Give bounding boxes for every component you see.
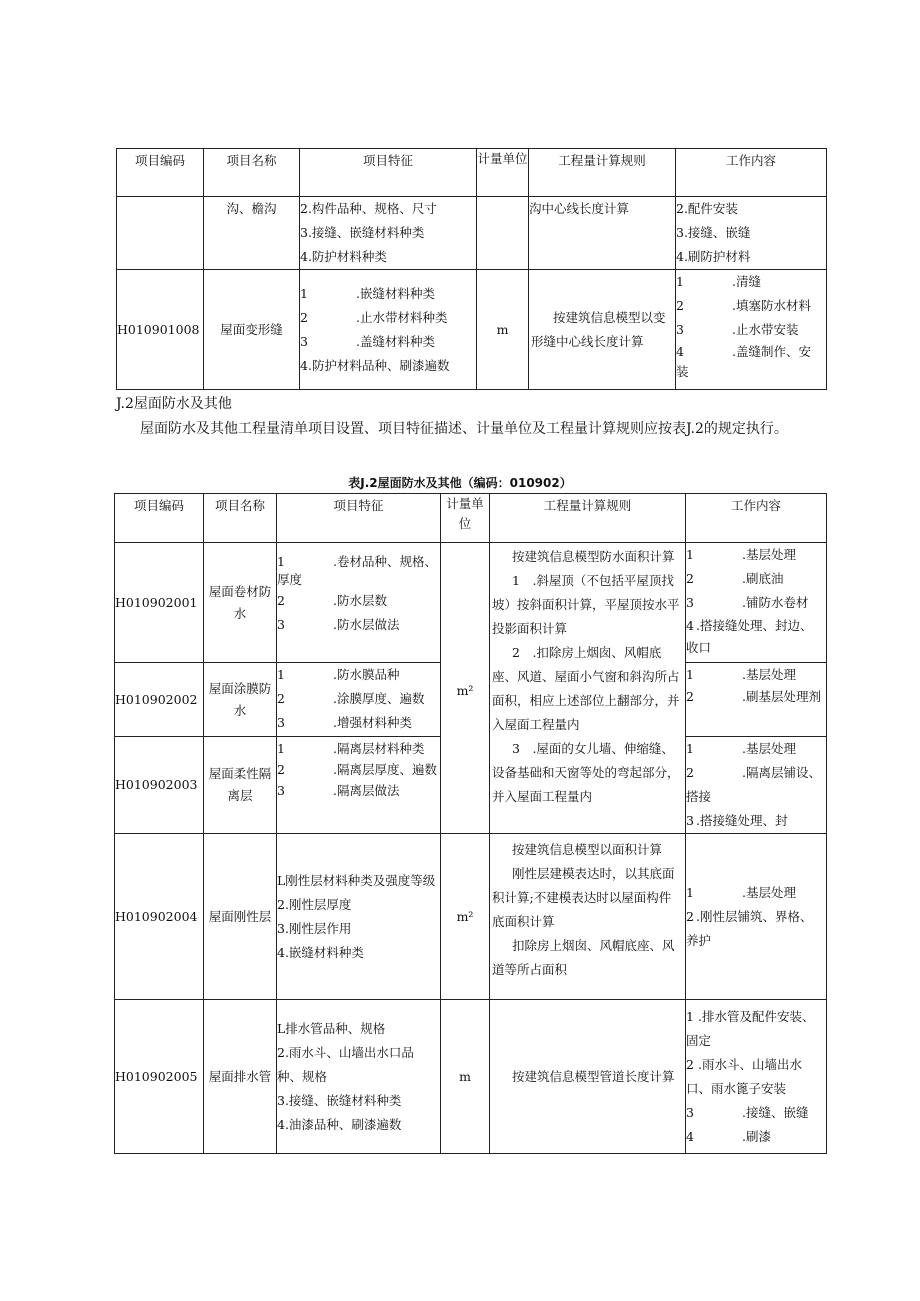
- unit-cell: [477, 197, 529, 270]
- work-text: .基层处理: [742, 741, 796, 756]
- unit-cell: m: [441, 1000, 490, 1154]
- code-cell: H010902002: [115, 663, 204, 737]
- work-text: .铺防水卷材: [742, 595, 809, 610]
- feature-line: 4.油漆品种、刷漆遍数: [277, 1116, 402, 1132]
- header-work: 工作内容: [686, 494, 827, 543]
- feature-line: 4.防护材料种类: [300, 249, 387, 264]
- code-cell: [117, 197, 204, 270]
- feature-text: .止水带材料种类: [356, 309, 448, 325]
- work-text: .刷漆: [742, 1128, 771, 1144]
- header-feature: 项目特征: [277, 494, 441, 543]
- rule-para: 1 .斜屋顶（不包括平屋顶找坡）按斜面积计算，平屋顶按水平投影面积计算: [492, 573, 680, 636]
- rule-para: 2 .扣除房上烟囱、风帽底座、风道、屋面小气窗和斜沟所占面积，相应上述部位上翻部分，并入屋面工程量内: [492, 645, 680, 732]
- work-cell: 1 .基层处理 2 .刚性层铺筑、界格、养护: [686, 834, 827, 1000]
- name-cell: 沟、檐沟: [204, 197, 300, 270]
- header-code: 项目编码: [117, 149, 204, 197]
- header-feature: 项目特征: [300, 149, 477, 197]
- work-text: .接缝、嵌缝: [742, 1104, 809, 1120]
- rule-cell: [490, 543, 686, 834]
- table-row: [115, 834, 827, 1000]
- table-caption: 表J.2屋面防水及其他（编码：010902）: [348, 476, 572, 490]
- header-rule: 工程量计算规则: [529, 149, 676, 197]
- work-text: .基层处理: [742, 667, 796, 682]
- code-cell: H010902003: [115, 737, 204, 834]
- table-row: [117, 197, 827, 270]
- rule-cell: 按建筑信息模型以变形缝中心线长度计算: [529, 270, 676, 390]
- section-paragraph: 屋面防水及其他工程量清单项目设置、项目特征描述、计量单位及工程量计算规则应按表J.2的规定执行。: [140, 421, 788, 437]
- work-cell: [676, 197, 827, 270]
- work-text: .排水管及配件安装、固定: [686, 1008, 815, 1048]
- work-text: .刷基层处理剂: [742, 689, 821, 704]
- rule-para: 3 .屋面的女儿墙、伸缩缝、设备基础和天窗等处的弯起部分，并入屋面工程量内: [492, 741, 680, 804]
- feature-text: .隔离层材料种类: [333, 741, 425, 756]
- name-cell: 屋面刚性层: [204, 834, 277, 1000]
- feature-text: .防水膜品种: [333, 667, 400, 682]
- feature-cell: 1 .隔离层材料种类 2 .隔离层厚度、遍数 3 .隔离层做法: [277, 737, 441, 834]
- continued-table: [116, 148, 827, 390]
- name-cell: 屋面排水管: [204, 1000, 277, 1154]
- table-row: [115, 1000, 827, 1154]
- code-cell: H010901008: [117, 270, 204, 390]
- work-text: .基层处理: [742, 884, 796, 900]
- work-text: .止水带安装: [732, 322, 799, 337]
- feature-cell: [277, 834, 441, 1000]
- name-cell: 屋面卷材防水: [204, 543, 277, 663]
- work-line: 3.接缝、嵌缝: [676, 225, 751, 240]
- name-cell: 屋面涂膜防水: [204, 663, 277, 737]
- work-cell: 1 .基层处理 2 .隔离层铺设、搭接 3 .搭接缝处理、封: [686, 737, 827, 834]
- table-row: [115, 543, 827, 663]
- feature-text: .涂膜厚度、遍数: [333, 691, 425, 706]
- table-header-row: [115, 494, 827, 543]
- feature-text: 2.雨水斗、山墙出水口品种、规格: [277, 1044, 414, 1084]
- feature-line: 3.刚性层作用: [277, 920, 352, 936]
- work-line: 4.刷防护材料: [676, 249, 751, 264]
- work-text: .刚性层铺筑、界格、养护: [686, 908, 813, 948]
- section-title: J.2屋面防水及其他: [116, 396, 232, 412]
- rule-cell: 沟中心线长度计算: [529, 197, 676, 270]
- feature-text: .隔离层做法: [333, 783, 400, 798]
- rule-cell: [490, 834, 686, 1000]
- unit-cell: m²: [441, 543, 490, 834]
- work-text: .填塞防水材料: [732, 298, 811, 313]
- feature-line: 3.接缝、嵌缝材料种类: [300, 225, 425, 240]
- work-text: .搭接缝处理、封: [696, 813, 788, 828]
- feature-cell: 1 .嵌缝材料种类 2 .止水带材料种类 3 .盖缝材料种类 4.防护材料品种、刷漆遍数: [300, 270, 477, 390]
- rule-para: 刚性层建模表达时，以其底面积计算;不建模表达时以屋面构件底面积计算: [492, 866, 675, 929]
- header-work: 工作内容: [676, 149, 827, 197]
- feature-text: .盖缝材料种类: [356, 333, 435, 349]
- unit-cell: m: [477, 270, 529, 390]
- feature-line: 2.构件品种、规格、尺寸: [300, 201, 437, 216]
- feature-text: .卷材品种、规格、厚度: [277, 554, 437, 587]
- feature-cell: [277, 1000, 441, 1154]
- work-text: .刷底油: [742, 571, 784, 586]
- rule-para: 扣除房上烟囱、风帽底座、风道等所占面积: [492, 938, 675, 977]
- work-text: .清缝: [732, 274, 761, 289]
- feature-text: .防水层数: [333, 593, 387, 608]
- work-text: .搭接缝处理、封边、收口: [686, 618, 813, 655]
- feature-text: .隔离层厚度、遍数: [333, 762, 437, 777]
- code-cell: H010902004: [115, 834, 204, 1000]
- work-cell: 1 .清缝 2 .填塞防水材料 3 .止水带安装 4 .盖缝制作、安装: [676, 270, 827, 390]
- rule-cell: 按建筑信息模型管道长度计算: [490, 1000, 686, 1154]
- feature-text: .增强材料种类: [333, 715, 412, 730]
- feature-cell: 1 .卷材品种、规格、厚度 2 .防水层数 3 .防水层做法: [277, 543, 441, 663]
- table-j2: [114, 493, 827, 1154]
- work-text: .盖缝制作、安装: [676, 344, 811, 379]
- work-text: .基层处理: [742, 547, 796, 562]
- name-cell: 屋面变形缝: [204, 270, 300, 390]
- name-cell: 屋面柔性隔离层: [204, 737, 277, 834]
- work-text: .隔离层铺设、搭接: [686, 765, 821, 804]
- header-name: 项目名称: [204, 494, 277, 543]
- feature-text: .防护材料品种、刷漆遍数: [308, 357, 450, 373]
- feature-line: 2.刚性层厚度: [277, 896, 352, 912]
- feature-cell: 1 .防水膜品种 2 .涂膜厚度、遍数 3 .增强材料种类: [277, 663, 441, 737]
- code-cell: H010902001: [115, 543, 204, 663]
- work-line: 2.配件安装: [676, 201, 738, 216]
- feature-line: L排水管品种、规格: [277, 1020, 386, 1036]
- feature-line: 3.接缝、嵌缝材料种类: [277, 1092, 402, 1108]
- feature-text: .防水层做法: [333, 617, 400, 632]
- unit-cell: m²: [441, 834, 490, 1000]
- header-name: 项目名称: [204, 149, 300, 197]
- rule-para: 按建筑信息模型以面积计算: [512, 842, 663, 857]
- header-unit: 计量单位: [441, 494, 490, 543]
- work-cell: 1 .基层处理 2 .刷基层处理剂: [686, 663, 827, 737]
- header-rule: 工程量计算规则: [490, 494, 686, 543]
- code-cell: H010902005: [115, 1000, 204, 1154]
- work-cell: 1 .排水管及配件安装、固定 2 .雨水斗、山墙出水口、雨水篦子安装 3 .接缝、嵌缝 4 .刷漆: [686, 1000, 827, 1154]
- table-header-row: [117, 149, 827, 197]
- feature-text: .嵌缝材料种类: [356, 285, 435, 301]
- header-unit: 计量单位: [477, 149, 529, 197]
- rule-para: 按建筑信息模型防水面积计算: [512, 549, 675, 564]
- header-code: 项目编码: [115, 494, 204, 543]
- feature-text: L刚性层材料种类及强度等级: [277, 872, 436, 888]
- work-cell: 1 .基层处理 2 .刷底油 3 .铺防水卷材 4 .搭接缝处理、封边、收口: [686, 543, 827, 663]
- feature-line: 4.嵌缝材料种类: [277, 944, 364, 960]
- work-text: .雨水斗、山墙出水口、雨水篦子安装: [686, 1056, 802, 1096]
- feature-cell: [300, 197, 477, 270]
- table-row: [117, 270, 827, 390]
